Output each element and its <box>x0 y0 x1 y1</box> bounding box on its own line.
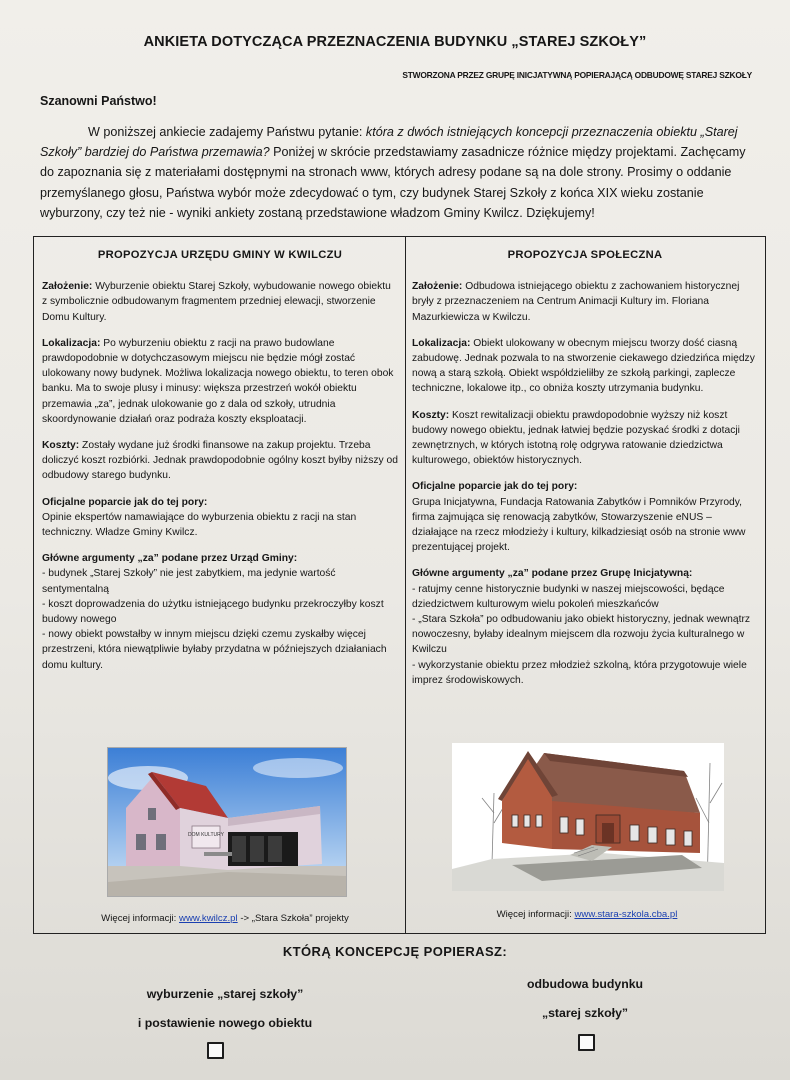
right-arguments-label: Główne argumenty „za” podane przez Grupę Inicjatywną: <box>412 568 693 580</box>
option-rebuild-line1: odbudowa budynku <box>526 977 644 991</box>
new-building-illustration <box>108 748 346 896</box>
left-caption-suffix: -> „Stara Szkoła” projekty <box>237 913 349 924</box>
left-argument-item: - budynek „Starej Szkoły” nie jest zabytkiem, ma jedynie wartość sentymentalną <box>42 568 336 595</box>
right-assumption <box>412 279 758 325</box>
right-argument-item: - wykorzystanie obiektu przez młodzież szkolną, która przygotowuje wiele imprez środowiskowych. <box>412 659 747 686</box>
left-caption <box>60 913 390 924</box>
option-demolish-line2: i postawienie nowego obiektu <box>137 1016 313 1030</box>
dom-kultury-sign: DOM KULTURY <box>188 832 224 838</box>
vote-question: KTÓRĄ KONCEPCJĘ POPIERASZ: <box>282 944 508 959</box>
right-arguments <box>412 566 758 688</box>
left-support-label: Oficjalne poparcie jak do tej pory: <box>42 496 208 508</box>
right-support-label: Oficjalne poparcie jak do tej pory: <box>412 481 578 493</box>
left-assumption-label: Założenie: <box>42 281 93 293</box>
intro-paragraph <box>40 122 760 223</box>
right-costs <box>412 408 758 469</box>
kwilcz-link[interactable]: www.kwilcz.pl <box>179 913 238 924</box>
left-costs-label: Koszty: <box>42 440 80 452</box>
left-assumption-text: Wyburzenie obiektu Starej Szkoły, wybudowanie nowego obiektu z symbolicznie odbudowanym fragmentem przedniej elewacji, stworzenie Domu Kultury. <box>42 281 391 323</box>
right-support-text: Grupa Inicjatywna, Fundacja Ratowania Zabytków i Pomników Przyrody, firma zajmująca się renowacją zabytków, Stowarzyszenie eNUS – działające na rzecz młodzieży i kultury, kilkadziesiąt osób na stronie www prezentującej projekt. <box>412 496 746 554</box>
left-assumption <box>42 279 398 325</box>
survey-subtitle: STWORZONA PRZEZ GRUPĘ INICJATYWNĄ POPIERAJĄCĄ ODBUDOWĘ STAREJ SZKOŁY <box>402 70 752 80</box>
right-location-text: Obiekt ulokowany w obecnym miejscu tworzy dość ciasną zabudowę. Jednak pozwala to na stworzenie ciekawego dziedzińca między nową a starą szkołą. Obiekt współdzieliłby ze szkołą parkingi, zaplecze techniczne, lokalowe itp., co obniża koszty utrzymania budynku. <box>412 337 755 395</box>
stara-szkola-link[interactable]: www.stara-szkola.cba.pl <box>574 909 678 920</box>
column-divider <box>405 237 406 933</box>
new-building-render <box>107 747 347 897</box>
intro-text-1: W poniższej ankiecie zadajemy Państwu pytanie: <box>88 125 366 139</box>
greeting: Szanowni Państwo! <box>40 94 157 108</box>
right-support <box>412 479 758 555</box>
intro-text-2: Poniżej w skrócie przedstawiamy zasadnicze różnice między projektami. Zachęcamy do zapoznania się z materiałami dostępnymi na stronach www, których adresy podane są na dole strony. Prosimy o oddanie przemyślanego głosu, Państwa wybór może zdecydować o tym, czy budynek Starej Szkoły z końca XIX wieku zostanie wyburzony, czy też nie - wyniki ankiety zostaną przedstawione władzom Gminy Kwilcz. Dziękujemy! <box>40 145 746 220</box>
option-demolish-line1: wyburzenie „starej szkoły” <box>146 987 304 1001</box>
survey-title: ANKIETA DOTYCZĄCA PRZEZNACZENIA BUDYNKU „STAREJ SZKOŁY” <box>143 34 647 50</box>
option-rebuild <box>480 970 690 1028</box>
left-arguments-label: Główne argumenty „za” podane przez Urząd Gminy: <box>42 553 298 565</box>
right-assumption-label: Założenie: <box>412 281 463 293</box>
left-support <box>42 495 398 541</box>
left-caption-prefix: Więcej informacji: <box>101 913 180 924</box>
left-argument-item: - koszt doprowadzenia do użytku istniejącego budynku przekroczyłby koszt budowy nowego <box>42 598 384 626</box>
left-heading: PROPOZYCJA URZĘDU GMINY W KWILCZU <box>97 249 343 261</box>
right-argument-item: - „Stara Szkoła” po odbudowaniu jako obiekt historyczny, jednak wewnątrz nowoczesny, byłaby idealnym miejscem dla rozwoju życia kulturalnego w Kwilczu <box>412 614 751 656</box>
right-argument-item: - ratujmy cenne historycznie budynki w naszej miejscowości, będące dziedzictwem kulturowym wielu pokoleń mieszkańców <box>412 583 725 610</box>
left-arguments <box>42 551 398 673</box>
left-costs <box>42 438 398 484</box>
left-location-text: Po wyburzeniu obiektu z racji na prawo budowlane prawdopodobnie w dotychczasowym miejscu nie będzie mógł zostać ulokowany nowy budynek. Możliwa lokalizacja nowego obiektu, to teren obok banku. Ma to swoje plusy i minusy: większa przestrzeń wokół obiektu przemawia „za”, jednak ulokowanie go z dala od szkoły, utrudnia skoordynowanie działań oraz podraża koszty eksploatacji. <box>42 337 394 425</box>
left-location <box>42 336 398 427</box>
right-costs-text: Koszt rewitalizacji obiektu prawdopodobnie wyższy niż koszt budowy nowego obiektu, jednak łatwiej będzie pozyskać środki z dotacji zewnętrznych, w których istotną rolę odgrywa ratowanie dziedzictwa kulturowego, obiektów historycznych. <box>412 409 740 467</box>
option-demolish <box>100 980 350 1038</box>
right-assumption-text: Odbudowa istniejącego obiektu z zachowaniem historycznej bryły z przeznaczeniem na Centrum Animacji Kultury im. Floriana Mazurkiewicza w Kwilczu. <box>412 281 740 323</box>
old-school-illustration <box>452 743 724 891</box>
checkbox-rebuild[interactable] <box>578 1034 595 1051</box>
left-location-label: Lokalizacja: <box>42 337 101 349</box>
right-costs-label: Koszty: <box>412 409 450 421</box>
checkbox-demolish[interactable] <box>207 1042 224 1059</box>
intro-question: która z dwóch istniejących koncepcji przeznaczenia obiektu „Starej Szkoły” bardziej do Państwa przemawia? <box>40 125 738 160</box>
right-caption-prefix: Więcej informacji: <box>496 909 575 920</box>
left-support-text: Opinie ekspertów namawiające do wyburzenia obiektu z racji na stan techniczny. Władze Gminy Kwilcz. <box>42 511 357 539</box>
right-caption <box>422 909 752 920</box>
right-heading: PROPOZYCJA SPOŁECZNA <box>507 249 663 261</box>
right-location <box>412 336 758 397</box>
left-costs-text: Zostały wydane już środki finansowe na zakup projektu. Trzeba doliczyć koszt rozbiórki. Jednak prawdopodobnie ogólny koszt byłby niższy od odbudowy starego budynku. <box>42 440 398 482</box>
old-school-render <box>452 743 724 891</box>
right-location-label: Lokalizacja: <box>412 337 471 349</box>
left-argument-item: - nowy obiekt powstałby w innym miejscu dzięki czemu zyskałby więcej przestrzeni, która niewątpliwie byłaby przydatna w późniejszych działaniach domu kultury. <box>42 629 387 671</box>
option-rebuild-line2: „starej szkoły” <box>541 1006 629 1020</box>
comparison-table <box>33 236 766 934</box>
